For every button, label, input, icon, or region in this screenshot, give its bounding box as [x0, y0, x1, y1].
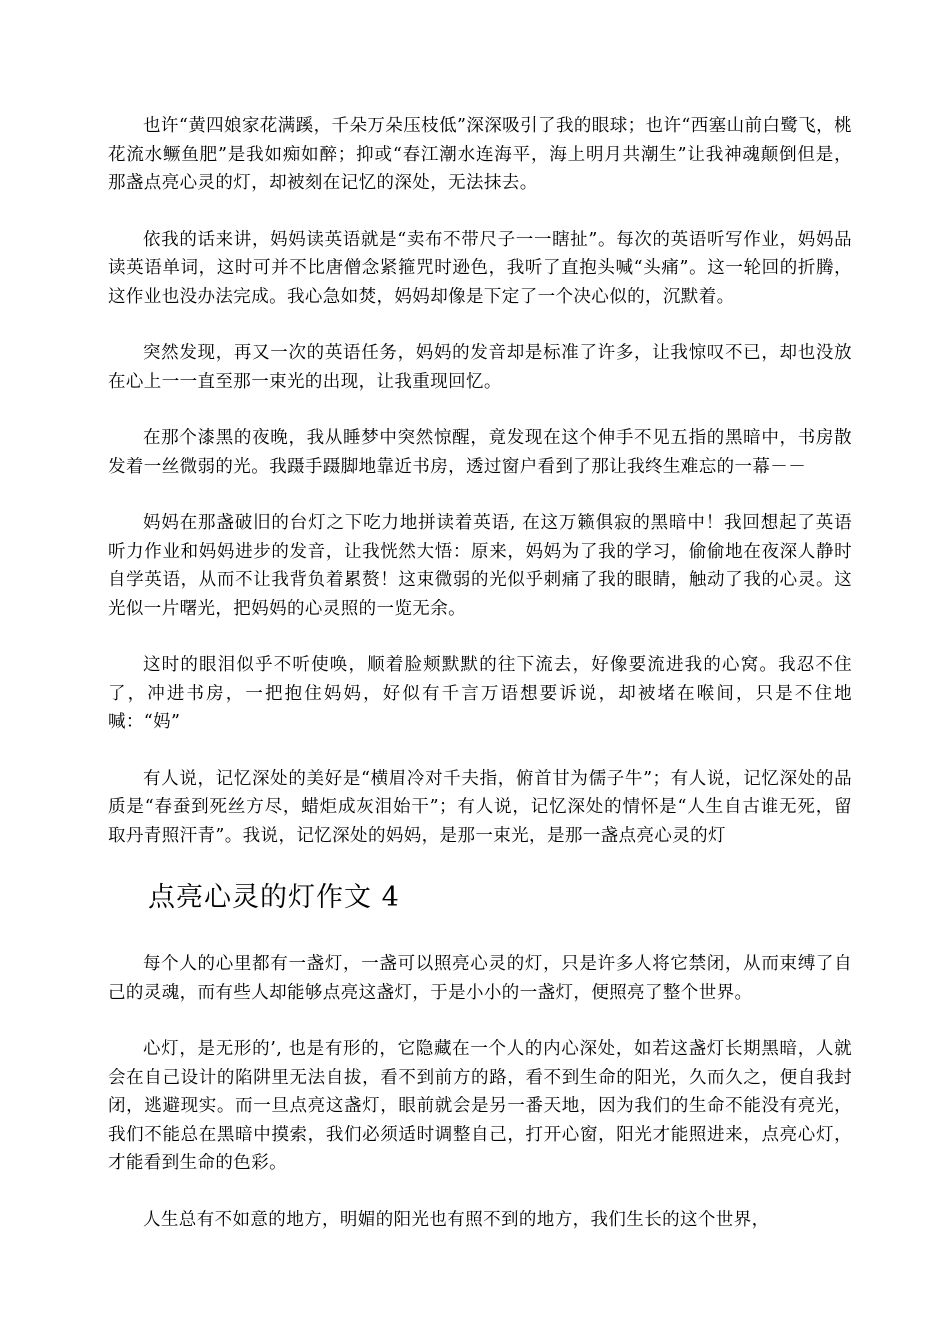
paragraph: 每个人的心里都有一盏灯，一盏可以照亮心灵的灯，只是许多人将它禁闭，从而束缚了自己的灵魂，而有些人却能够点亮这盏灯，于是小小的一盏灯，便照亮了整个世界。: [108, 954, 852, 1003]
paragraph: 依我的话来讲，妈妈读英语就是“卖布不带尺子一一瞎扯”。每次的英语听写作业，妈妈品读英语单词，这时可并不比唐僧念紧箍咒时逊色，我听了直抱头喊“头痛”。这一轮回的折腾，这作业也没办法完成。我心急如焚，妈妈却像是下定了一个决心似的，沉默着。: [108, 229, 852, 307]
paragraph: 突然发现，再又一次的英语任务，妈妈的发音却是标准了许多，让我惊叹不已，却也没放在心上一一直至那一束光的出现，让我重现回忆。: [108, 343, 852, 392]
paragraph: 在那个漆黑的夜晚，我从睡梦中突然惊醒，竟发现在这个伸手不见五指的黑暗中，书房散发着一丝微弱的光。我蹑手蹑脚地靠近书房，透过窗户看到了那让我终生难忘的一幕－－: [108, 428, 852, 477]
document-page: [108, 112, 852, 1262]
paragraph: 人生总有不如意的地方，明媚的阳光也有照不到的地方，我们生长的这个世界，: [143, 1209, 770, 1230]
paragraph: 这时的眼泪似乎不听使唤，顺着脸颊默默的往下流去，好像要流进我的心窝。我忍不住了，冲进书房，一把抱住妈妈，好似有千言万语想要诉说，却被堵在喉间，只是不住地喊：“妈”: [108, 655, 852, 732]
paragraph: 也许“黄四娘家花满蹊，千朵万朵压枝低”深深吸引了我的眼球；也许“西塞山前白鹭飞，桃花流水鳜鱼肥”是我如痴如醉；抑或“春江潮水连海平，海上明月共潮生”让我神魂颠倒但是，那盏点亮心灵的灯，却被刻在记忆的深处，无法抹去。: [108, 116, 852, 193]
paragraph: 心灯，是无形的’, 也是有形的，它隐藏在一个人的内心深处，如若这盏灯长期黑暗，人就会在自己设计的陷阱里无法自拔，看不到前方的路，看不到生命的阳光，久而久之，便自我封闭，逃避现实。而一旦点亮这盏灯，眼前就会是另一番天地，因为我们的生命不能没有亮光，我们不能总在黑暗中摸索，我们必须适时调整自己，打开心窗，阳光才能照进来，点亮心灯，才能看到生命的色彩。: [108, 1039, 852, 1173]
paragraph: 有人说，记忆深处的美好是“横眉冷对千夫指，俯首甘为儒子牛”；有人说，记忆深处的品质是“春蚕到死丝方尽，蜡炬成灰泪始干”；有人说，记忆深处的情怀是“人生自古谁无死，留取丹青照汗青”。我说，记忆深处的妈妈，是那一束光，是那一盏点亮心灵的灯: [108, 768, 852, 846]
section-heading: 点亮心灵的灯作文 4: [148, 882, 400, 913]
paragraph: 妈妈在那盏破旧的台灯之下吃力地拼读着英语, 在这万籁俱寂的黑暗中！我回想起了英语听力作业和妈妈进步的发音，让我恍然大悟：原来，妈妈为了我的学习，偷偷地在夜深人静时自学英语，从而不让我背负着累赘！这束微弱的光似乎刺痛了我的眼睛，触动了我的心灵。这光似一片曙光，把妈妈的心灵照的一览无余。: [108, 513, 852, 619]
